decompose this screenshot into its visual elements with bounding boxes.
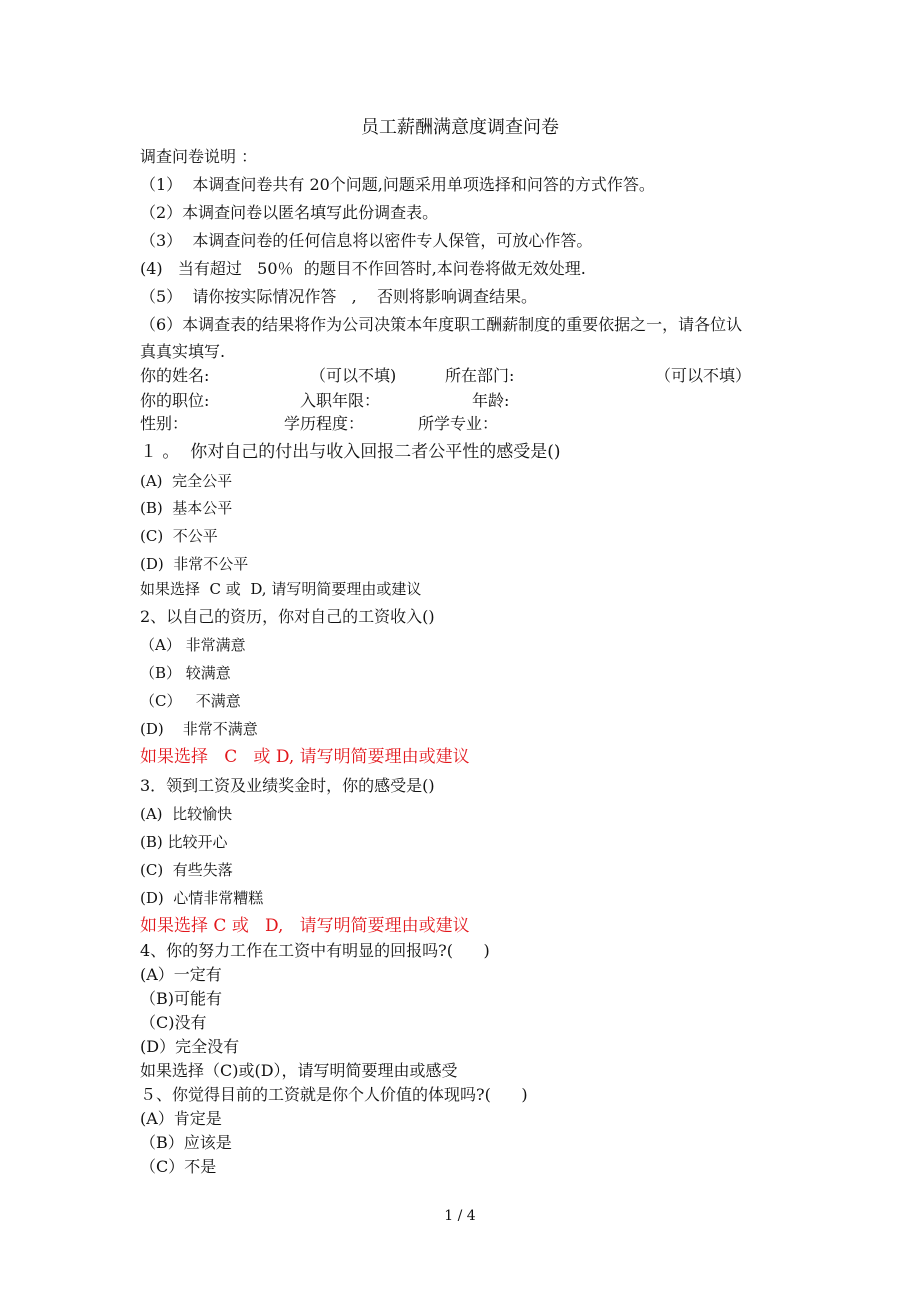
question-2-option-b: （B） 较满意 (140, 664, 231, 682)
department-optional-note: （可以不填） (655, 366, 752, 385)
page-title: 员工薪酬满意度调查问卷 (361, 117, 559, 138)
question-5-option-b: （B）应该是 (140, 1133, 232, 1152)
intro-heading: 调查问卷说明 ： (140, 147, 258, 166)
question-4-option-c: （C)没有 (140, 1013, 207, 1032)
question-1-option-c: (C) 不公平 (140, 527, 218, 545)
intro-item-2: （2）本调查问卷以匿名填写此份调查表。 (140, 203, 439, 222)
question-3-option-d: (D) 心情非常糟糕 (140, 889, 264, 907)
question-1-text: １ 。 你对自己的付出与收入回报二者公平性的感受是() (140, 442, 561, 462)
question-5-text: ５、你觉得目前的工资就是你个人价值的体现吗?( ) (140, 1085, 528, 1104)
question-5-option-c: （C）不是 (140, 1157, 217, 1176)
question-2-option-d: (D) 非常不满意 (140, 720, 258, 738)
name-optional-note: （可以不填) (310, 366, 397, 385)
question-3-note: 如果选择 C 或 D, 请写明简要理由或建议 (140, 916, 470, 936)
question-3-text: 3．领到工资及业绩奖金时，你的感受是() (140, 776, 435, 795)
intro-item-6: （6）本调查表的结果将作为公司决策本年度职工酬薪制度的重要依据之一，请各位认 (140, 315, 743, 334)
name-label: 你的姓名: (140, 366, 210, 385)
page-number: 1 / 4 (444, 1208, 476, 1224)
question-2-option-a: （A） 非常满意 (140, 636, 246, 654)
question-1-option-d: (D) 非常不公平 (140, 555, 249, 573)
intro-item-3: （3） 本调查问卷的任何信息将以密件专人保管，可放心作答。 (140, 231, 593, 250)
education-label: 学历程度： (284, 414, 365, 433)
question-4-option-b: （B)可能有 (140, 989, 223, 1008)
tenure-label: 入职年限： (300, 391, 381, 410)
age-label: 年龄: (472, 391, 510, 410)
question-5-option-a: (A）肯定是 (140, 1109, 222, 1128)
question-1-option-a: (A) 完全公平 (140, 472, 233, 490)
intro-item-1: （1） 本调查问卷共有 20个问题,问题采用单项选择和问答的方式作答。 (140, 175, 655, 194)
question-4-option-a: (A）一定有 (140, 965, 222, 984)
question-2-text: 2、以自己的资历，你对自己的工资收入() (140, 607, 435, 626)
question-1-option-b: (B) 基本公平 (140, 499, 233, 517)
question-1-note: 如果选择 C 或 D, 请写明简要理由或建议 (140, 580, 422, 598)
gender-label: 性别： (140, 414, 189, 433)
question-4-option-d: (D）完全没有 (140, 1037, 240, 1056)
intro-item-6-continued: 真真实填写. (140, 342, 226, 361)
question-4-text: 4、你的努力工作在工资中有明显的回报吗?( ) (140, 941, 490, 960)
intro-item-5: （5） 请你按实际情况作答 , 否则将影响调查结果。 (140, 287, 538, 306)
department-label: 所在部门: (445, 366, 515, 385)
question-4-note: 如果选择（C)或(D），请写明简要理由或感受 (140, 1061, 458, 1080)
intro-item-4: (4) 当有超过 50％ 的题目不作回答时,本问卷将做无效处理. (140, 259, 586, 278)
question-3-option-c: (C) 有些失落 (140, 861, 233, 879)
question-3-option-a: (A) 比较愉快 (140, 805, 233, 823)
question-2-note: 如果选择 C 或 D, 请写明简要理由或建议 (140, 747, 470, 767)
major-label: 所学专业： (418, 414, 499, 433)
question-2-option-c: （C） 不满意 (140, 692, 241, 710)
position-label: 你的职位: (140, 391, 210, 410)
question-3-option-b: (B) 比较开心 (140, 833, 228, 851)
